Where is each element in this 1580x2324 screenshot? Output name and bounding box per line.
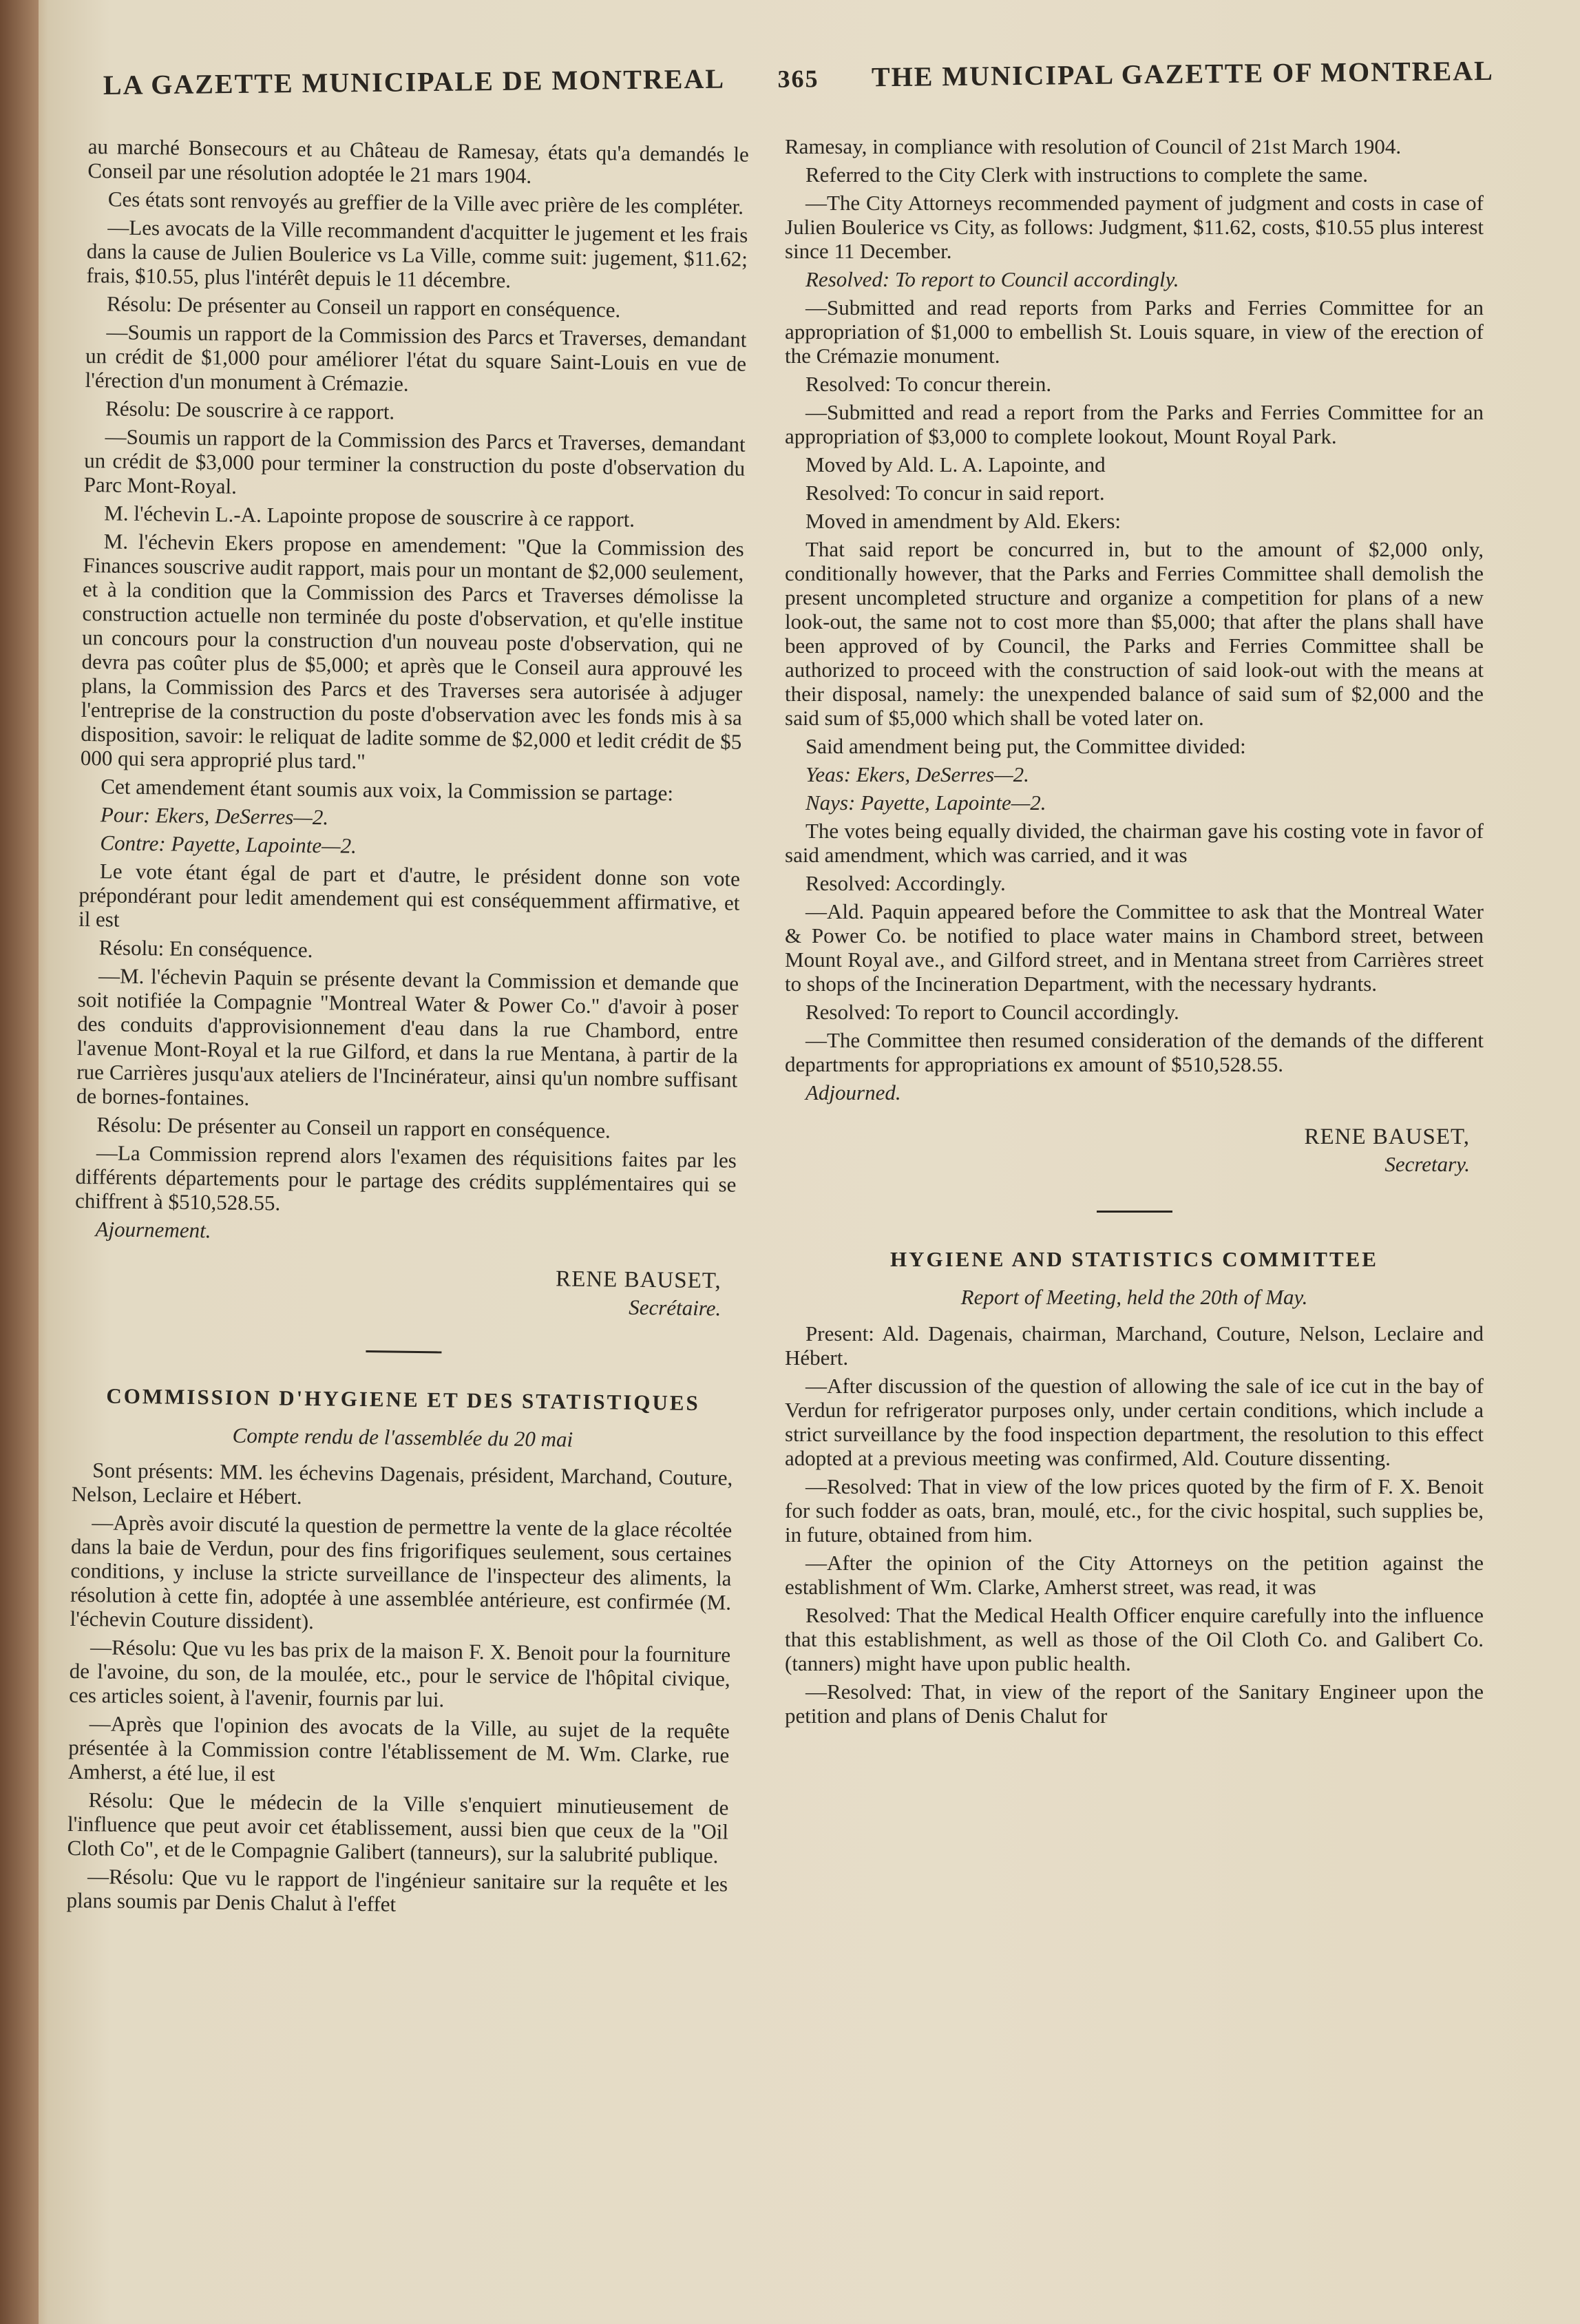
adjournment: Ajournement. bbox=[95, 1217, 211, 1243]
page-number: 365 bbox=[777, 65, 819, 93]
paragraph: Resolved: To concur therein. bbox=[805, 372, 1052, 396]
english-column bbox=[785, 134, 1484, 1732]
section-title: HYGIENE AND STATISTICS COMMITTEE bbox=[890, 1247, 1378, 1271]
paragraph: Referred to the City Clerk with instructions to complete the same. bbox=[805, 163, 1369, 187]
vote-against: Contre: Payette, Lapointe—2. bbox=[100, 830, 357, 858]
header-french-title: LA GAZETTE MUNICIPALE DE MONTREAL bbox=[103, 63, 726, 101]
paragraph: Said amendment being put, the Committee divided: bbox=[805, 734, 1246, 758]
paragraph: —Submitted and read a report from the Parks and Ferries Committee for an appropriation of $3,000 to complete lookout, Mount Royal Park. bbox=[785, 400, 1484, 448]
paragraph: Résolu: De souscrire à ce rapport. bbox=[105, 396, 395, 424]
paragraph: Résolu: De présenter au Conseil un rapport en conséquence. bbox=[96, 1112, 611, 1143]
paragraph: Ramesay, in compliance with resolution of Council of 21st March 1904. bbox=[785, 134, 1402, 158]
paragraph: —The Committee then resumed consideration of the demands of the different departments for appropriations ex amount of $510,528.55. bbox=[785, 1028, 1484, 1076]
paragraph: The votes being equally divided, the chairman gave his costing vote in favor of said amendment, which was carried, and it was bbox=[785, 819, 1484, 867]
paragraph: —M. l'échevin Paquin se présente devant la Commission et demande que soit notifiée la Compagnie "Montreal Water & Power Co." d'avoir à poser des conduits d'approvisionnement d'eau dans la rue Chambord, entre l'avenue Mont-Royal et la rue Gilford, et dans la rue Mentana, à partir de la rue Carrières jusqu'aux ateliers de l'Incinérateur, ainsi qu'un nombre suffisant de bornes-fontaines. bbox=[76, 963, 739, 1110]
signature-name: RENE BAUSET, bbox=[555, 1266, 721, 1294]
paragraph: Resolved: That the Medical Health Officer enquire carefully into the influence that this establishment, as well as those of the Oil Cloth Co. and Galibert Co. (tanners) might have upon public health. bbox=[785, 1603, 1484, 1675]
paragraph: Le vote étant égal de part et d'autre, le président donne son vote prépondérant pour ledit amendement qui est conséquemment affirmative, et il est bbox=[78, 859, 741, 932]
paragraph: Cet amendement étant soumis aux voix, la Commission se partage: bbox=[101, 774, 674, 806]
paragraph: Sont présents: MM. les échevins Dagenais, président, Marchand, Couture, Nelson, Leclaire et Hébert. bbox=[71, 1458, 733, 1509]
paragraph: —Soumis un rapport de la Commission des Parcs et Traverses, demandant un crédit de $1,000 pour améliorer l'état du square Saint-Louis en vue de l'érection d'un monument à Crémazie. bbox=[85, 320, 747, 396]
paragraph: M. l'échevin L.-A. Lapointe propose de souscrire à ce rapport. bbox=[104, 501, 635, 532]
paragraph: Resolved: To report to Council accordingly. bbox=[805, 267, 1179, 291]
section-divider bbox=[1097, 1211, 1172, 1213]
section-subtitle: Compte rendu de l'assemblée du 20 mai bbox=[232, 1423, 573, 1452]
paragraph: —Après avoir discuté la question de permettre la vente de la glace récoltée dans la baie de Verdun, pour des fins frigorifiques seulement, sous certaines conditions, y incluse la stricte surveillance de l'inspecteur des aliments, la résolution à cette fin, adoptée à une assemblée antérieure, est confirmée (M. l'échevin Couture dissident). bbox=[70, 1510, 733, 1634]
french-column bbox=[66, 134, 749, 1925]
section-subtitle: Report of Meeting, held the 20th of May. bbox=[960, 1285, 1308, 1309]
paragraph: Moved by Ald. L. A. Lapointe, and bbox=[805, 452, 1106, 477]
book-gutter bbox=[0, 0, 39, 2324]
paragraph: Resolved: Accordingly. bbox=[805, 871, 1006, 895]
header-english-title: THE MUNICIPAL GAZETTE OF MONTREAL bbox=[871, 54, 1495, 93]
paragraph: Résolu: De présenter au Conseil un rapport en conséquence. bbox=[106, 291, 621, 322]
paragraph: —Résolu: Que vu le rapport de l'ingénieur sanitaire sur la requête et les plans soumis par Denis Chalut à l'effet bbox=[66, 1864, 728, 1916]
signature-name: RENE BAUSET, bbox=[1304, 1124, 1470, 1149]
vote-yeas: Yeas: Ekers, DeSerres—2. bbox=[805, 762, 1029, 786]
paragraph: —Soumis un rapport de la Commission des Parcs et Traverses, demandant un crédit de $3,000 pour terminer la construction du poste d'observation du Parc Mont-Royal. bbox=[83, 424, 746, 499]
paragraph: —Resolved: That, in view of the report of the Sanitary Engineer upon the petition and plans of Denis Chalut for bbox=[785, 1679, 1484, 1728]
paragraph: Resolved: To concur in said report. bbox=[805, 481, 1105, 505]
paragraph: Moved in amendment by Ald. Ekers: bbox=[805, 509, 1121, 533]
paragraph: Résolu: Que le médecin de la Ville s'enquiert minutieusement de l'influence que peut avoir cet établissement, aussi bien que ceux de la "Oil Cloth Co", et de le Compagnie Galibert (tanneurs), sur la salubrité publique. bbox=[67, 1788, 729, 1868]
paragraph: —La Commission reprend alors l'examen des réquisitions faites par les différents départements pour le partage des crédits supplémentaires qui se chiffrent à $510,528.55. bbox=[74, 1140, 737, 1215]
paragraph: —Ald. Paquin appeared before the Committee to ask that the Montreal Water & Power Co. be notified to place water mains in Chambord street, between Mount Royal ave., and Gilford street, and in Mentana street from Carrières street to shops of the Incineration Department, with the necessary hydrants. bbox=[785, 899, 1484, 996]
paragraph: Ces états sont renvoyés au greffier de la Ville avec prière de les compléter. bbox=[107, 187, 744, 219]
paragraph: —After discussion of the question of allowing the sale of ice cut in the bay of Verdun for refrigerator purposes only, under certain conditions, which include a strict surveillance by the food inspection department, the resolution to this effect adopted at a previous meeting was confirmed, Ald. Couture dissenting. bbox=[785, 1374, 1484, 1470]
paragraph: M. l'échevin Ekers propose en amendement: "Que la Commission des Finances souscrive audit rapport, mais pour un montant de $2,000 seulement, et à la condition que la Commission des Parcs et Traverses démolisse la construction actuelle non terminée du poste d'observation, et qu'elle institue un concours pour la construction d'un nouveau poste d'observation, qui ne devra pas coûter plus de $5,000; et après que le Conseil aura approuvé les plans, la Commission des Parcs et des Traverses sera autorisée à adjuger l'entreprise de la construction du poste d'observation avec les fonds mis à sa disposition, savoir: le reliquat de ladite somme de $2,000 et ledit crédit de $5 000 qui sera approprié plus tard." bbox=[80, 529, 744, 773]
paragraph: Résolu: En conséquence. bbox=[98, 935, 313, 963]
paragraph: —Submitted and read reports from Parks and Ferries Committee for an appropriation of $1,000 to embellish St. Louis square, in view of the erection of the Crémazie monument. bbox=[785, 295, 1484, 368]
section-title: COMMISSION D'HYGIENE ET DES STATISTIQUES bbox=[106, 1383, 701, 1415]
vote-nays: Nays: Payette, Lapointe—2. bbox=[805, 791, 1046, 815]
signature-title: Secretary. bbox=[1384, 1152, 1470, 1176]
paragraph: —The City Attorneys recommended payment of judgment and costs in case of Julien Boulerice vs City, as follows: Judgment, $11.62, costs, $10.55 plus interest since 11 December. bbox=[785, 191, 1484, 263]
paragraph: —Les avocats de la Ville recommandent d'acquitter le jugement et les frais dans la cause de Julien Boulerice vs La Ville, comme suit: jugement, $11.62; frais, $10.55, plus l'intérêt depuis le 11 décembre. bbox=[86, 215, 748, 293]
paragraph: —Résolu: Que vu les bas prix de la maison F. X. Benoit pour la fourniture de l'avoine, du son, de la moulée, etc., pour le service de l'hôpital civique, ces articles soient, à l'avenir, fournis par lui. bbox=[69, 1635, 731, 1712]
section-divider bbox=[366, 1350, 441, 1353]
paragraph: Resolved: To report to Council accordingly. bbox=[805, 1000, 1179, 1024]
signature-title: Secrétaire. bbox=[629, 1295, 721, 1321]
paragraph: Present: Ald. Dagenais, chairman, Marchand, Couture, Nelson, Leclaire and Hébert. bbox=[785, 1321, 1484, 1370]
paragraph: That said report be concurred in, but to the amount of $2,000 only, conditionally however, that the Parks and Ferries Committee shall demolish the present uncompleted structure and organize a competition for plans of a new look-out, the same not to cost more than $5,000; that after the plans shall have been approved of by Council, the Parks and Ferries Committee shall be authorized to proceed with the construction of said look-out with the means at their disposal, namely: the unexpended balance of said sum of $2,000 and the said sum of $5,000 which shall be voted later on. bbox=[785, 537, 1484, 730]
paragraph: au marché Bonsecours et au Château de Ramesay, états qu'a demandés le Conseil par une résolution adoptée le 21 mars 1904. bbox=[87, 134, 749, 188]
paragraph: —Après que l'opinion des avocats de la Ville, au sujet de la requête présentée à la Commission contre l'établissement de M. Wm. Clarke, rue Amherst, a été lue, il est bbox=[67, 1711, 730, 1786]
paragraph: —After the opinion of the City Attorneys on the petition against the establishment of Wm. Clarke, Amherst street, was read, it was bbox=[785, 1551, 1484, 1599]
paragraph: —Resolved: That in view of the low prices quoted by the firm of F. X. Benoit for such fodder as oats, bran, moulé, etc., for the civic hospital, such supplies be, in future, obtained from him. bbox=[785, 1474, 1484, 1547]
vote-for: Pour: Ekers, DeSerres—2. bbox=[100, 802, 329, 830]
adjournment: Adjourned. bbox=[805, 1080, 901, 1105]
page-header bbox=[103, 54, 1495, 117]
